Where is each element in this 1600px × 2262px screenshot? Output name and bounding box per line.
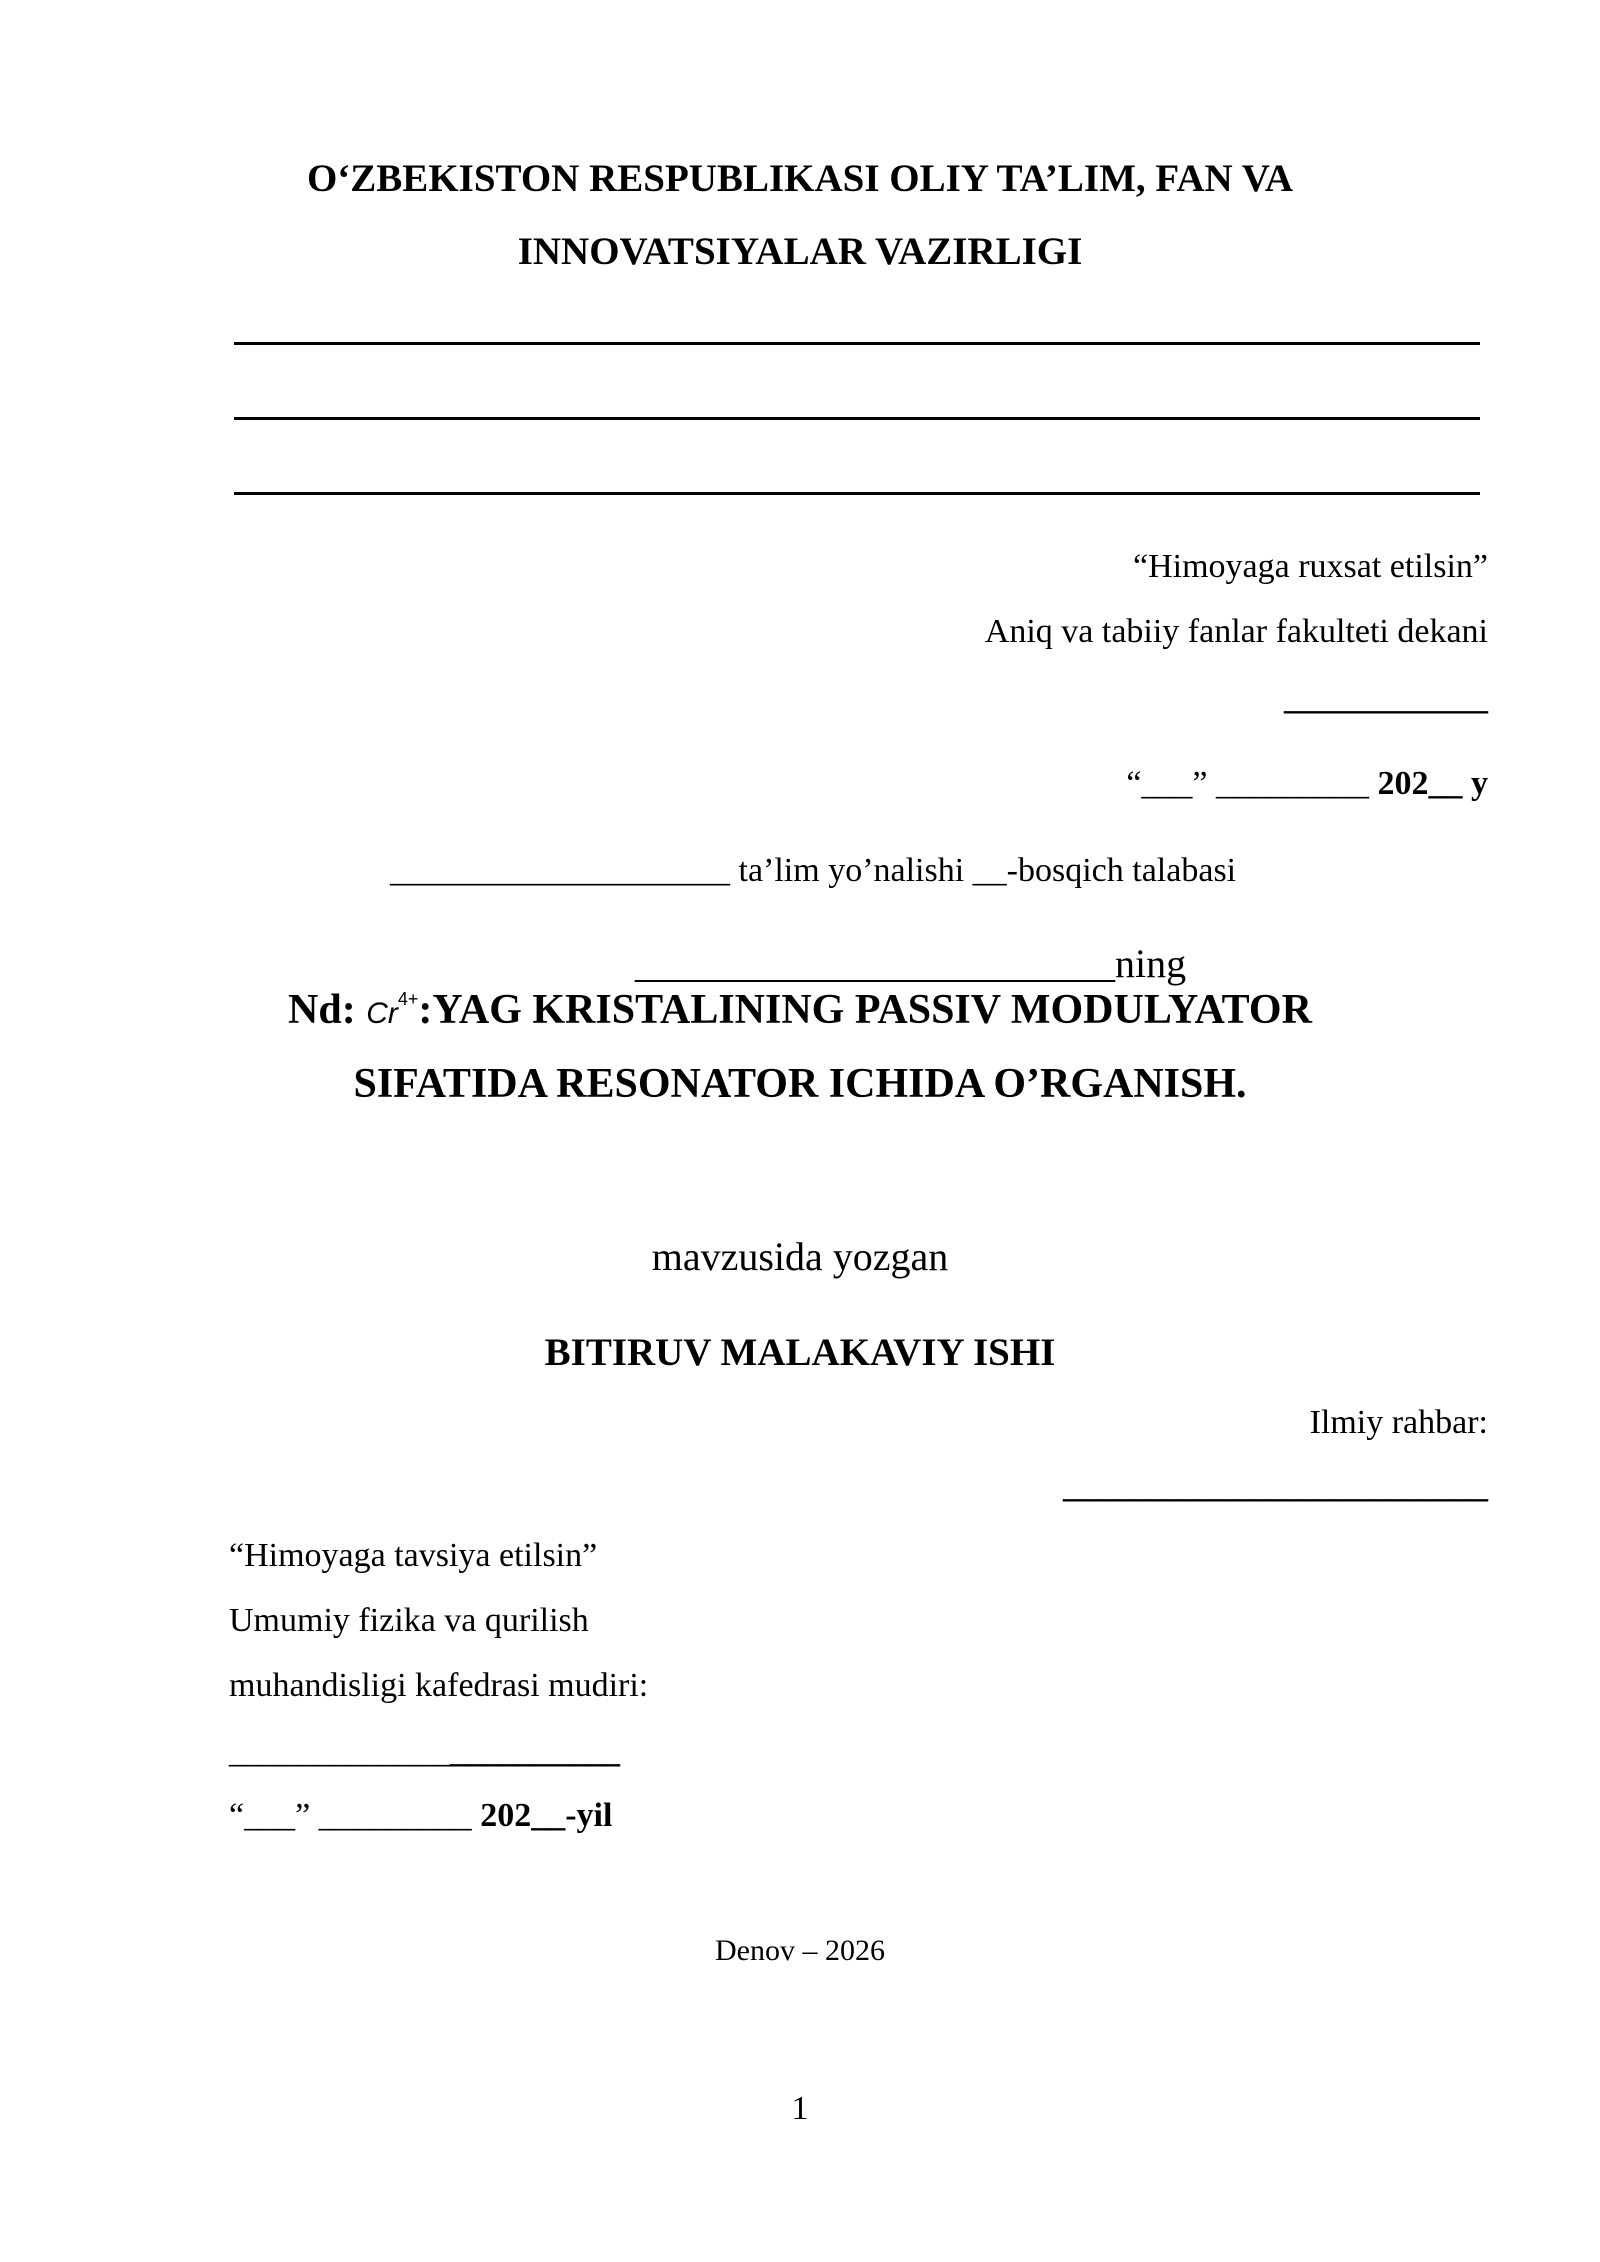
approval-quote: “Himoyaga ruxsat etilsin” — [1132, 548, 1488, 585]
recommendation-dept-line2: muhandisligi kafedrasi mudiri: — [229, 1667, 649, 1704]
title-cr — [366, 989, 419, 1030]
signature-line-bold: __________ — [450, 1733, 620, 1770]
recommendation-date — [229, 1797, 612, 1835]
approval-role: Aniq va tabiiy fanlar fakulteti dekani — [984, 613, 1488, 650]
approval-signature-line: ____________ — [1284, 680, 1488, 717]
blank-line-3 — [234, 492, 1480, 495]
title-line1-rest: :YAG KRISTALINING PASSIV MODULYATOR — [418, 987, 1312, 1033]
recommendation-dept-line1: Umumiy fizika va qurilish — [229, 1602, 589, 1639]
title-cr-symbol: Cr — [366, 997, 398, 1030]
recommendation-quote: “Himoyaga tavsiya etilsin” — [229, 1537, 598, 1574]
work-type: BITIRUV MALAKAVIY ISHI — [544, 1331, 1056, 1374]
signature-line-thin: _____________ — [229, 1733, 450, 1770]
title-prefix: Nd: — [288, 987, 356, 1033]
ministry-title-line2: INNOVATSIYALAR VAZIRLIGI — [517, 230, 1083, 273]
approval-date-year: 202__ y — [1377, 765, 1488, 802]
title-cr-sup: 4+ — [397, 989, 419, 1009]
student-line: ____________________ ta’lim yo’nalishi __-bosqich talabasi — [390, 852, 1237, 889]
recommendation-signature-line — [229, 1733, 620, 1771]
blank-line-1 — [234, 342, 1480, 345]
student-name-line: ________________________ning — [635, 941, 1187, 986]
blank-line-2 — [234, 417, 1480, 420]
city-year: Denov – 2026 — [715, 1934, 885, 1967]
thesis-title-line1 — [0, 986, 1600, 1034]
supervisor-label: Ilmiy rahbar: — [1309, 1404, 1488, 1441]
recommendation-date-quote: “___” _________ — [229, 1797, 472, 1834]
thesis-title-line2: SIFATIDA RESONATOR ICHIDA O’RGANISH. — [353, 1061, 1247, 1107]
ministry-title-line1: O‘ZBEKISTON RESPUBLIKASI OLIY TA’LIM, FAN VA — [306, 157, 1294, 200]
page-number: 1 — [791, 2090, 809, 2127]
recommendation-date-year: 202__-yil — [480, 1797, 613, 1834]
approval-date — [1126, 765, 1488, 803]
supervisor-signature-line: _________________________ — [1063, 1468, 1488, 1505]
subject-label: mavzusida yozgan — [651, 1234, 949, 1279]
approval-date-quote: “___” _________ — [1126, 765, 1369, 802]
